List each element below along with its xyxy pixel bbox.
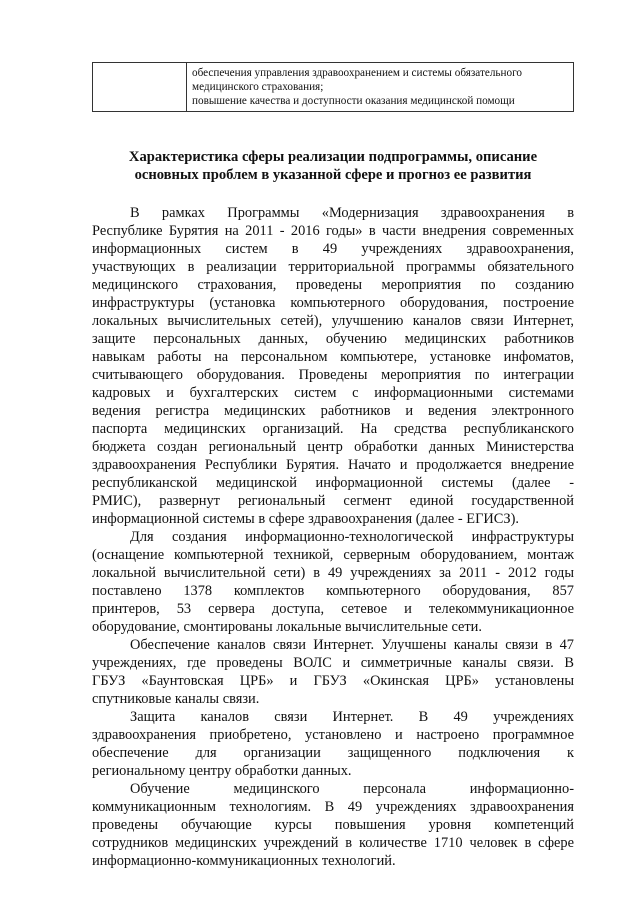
paragraph-line: Защита каналов связи Интернет. В 49 учреждениях <box>130 709 574 725</box>
paragraph <box>92 780 574 870</box>
paragraph-line: здравоохранения приобретено, установлено и настроено программное <box>92 727 574 743</box>
paragraph <box>92 708 574 780</box>
section-heading-line: основных проблем в указанной сфере и прогноз ее развития <box>134 167 532 183</box>
paragraph-line: республиканской медицинской информационной системы (далее - <box>92 475 574 491</box>
paragraph <box>92 528 574 636</box>
paragraph-line: защите персональных данных, обучению медицинских работников <box>92 331 574 347</box>
paragraph-line: поставлено 1378 комплектов компьютерного оборудования, 857 <box>92 583 574 599</box>
paragraph-line: навыкам работы на персональном компьютере, установке инфоматов, <box>92 349 574 365</box>
paragraph-line: коммуникационным технологиям. В 49 учреждениях здравоохранения <box>92 799 574 815</box>
paragraph-line: информационно-коммуникационных технологий. <box>92 853 396 869</box>
paragraph-line: сотрудников медицинских учреждений в количестве 1710 человек в сфере <box>92 835 574 851</box>
paragraph-line: обеспечение для организации защищенного подключения к <box>92 745 574 761</box>
paragraph-line: учреждениях, где проведены ВОЛС и симметричные каналы связи. В <box>92 655 574 671</box>
paragraph-line: РМИС), развернут региональный сегмент единой государственной <box>92 493 574 509</box>
paragraph-line: бюджета создан региональный центр обработки данных Министерства <box>92 439 574 455</box>
section-heading <box>92 148 574 184</box>
section-heading-line: Характеристика сферы реализации подпрограммы, описание <box>128 149 538 165</box>
table-text-line: повышение качества и доступности оказания медицинской помощи <box>192 95 515 107</box>
paragraph-line: ГБУЗ «Баунтовская ЦРБ» и ГБУЗ «Окинская ЦРБ» установлены <box>92 673 574 689</box>
paragraph <box>92 636 574 708</box>
paragraph-line: информационных систем в 49 учреждениях здравоохранения, <box>92 241 574 257</box>
paragraph-line: паспорта медицинских организаций. На средства республиканского <box>92 421 574 437</box>
paragraph-line: кадровых и бухгалтерских систем с информационными системами <box>92 385 574 401</box>
paragraph-line: Республике Бурятия на 2011 - 2016 годы» в части внедрения современных <box>92 223 574 239</box>
paragraph-line: Обеспечение каналов связи Интернет. Улучшены каналы связи в 47 <box>130 637 574 653</box>
paragraph-line: оборудование, смонтированы локальные вычислительные сети. <box>92 619 482 635</box>
paragraph <box>92 204 574 528</box>
paragraph-line: спутниковые каналы связи. <box>92 691 260 707</box>
table-left-cell <box>93 63 187 112</box>
body-text <box>92 204 574 870</box>
paragraph-line: здравоохранения Республики Бурятия. Начато и продолжается внедрение <box>92 457 574 473</box>
continuation-table <box>92 62 574 112</box>
paragraph-line: В рамках Программы «Модернизация здравоохранения в <box>130 205 574 221</box>
table-right-cell <box>187 63 574 112</box>
paragraph-line: (оснащение компьютерной техникой, серверным оборудованием, монтаж <box>92 547 574 563</box>
paragraph-line: инфраструктуры (установка компьютерного оборудования, построение <box>92 295 574 311</box>
paragraph-line: локальной вычислительной сети) в 49 учреждениях за 2011 - 2012 годы <box>92 565 574 581</box>
table-row <box>93 63 574 112</box>
paragraph-line: принтеров, 53 сервера доступа, сетевое и телекоммуникационное <box>92 601 574 617</box>
paragraph-line: участвующих в реализации территориальной программы обязательного <box>92 259 574 275</box>
paragraph-line: Обучение медицинского персонала информационно- <box>130 781 574 797</box>
paragraph-line: проведены обучающие курсы повышения уровня компетенций <box>92 817 574 833</box>
paragraph-line: считывающего оборудования. Проведены мероприятия по интеграции <box>92 367 574 383</box>
paragraph-line: ведения регистра медицинских работников и ведения электронного <box>92 403 574 419</box>
paragraph-line: локальных вычислительных сетей), улучшению каналов связи Интернет, <box>92 313 574 329</box>
paragraph-line: Для создания информационно-технологической инфраструктуры <box>130 529 574 545</box>
paragraph-line: региональному центру обработки данных. <box>92 763 352 779</box>
table-text-line: медицинского страхования; <box>192 81 324 93</box>
table-text-line: обеспечения управления здравоохранением и системы обязательного <box>192 67 522 79</box>
paragraph-line: информационной системы в сфере здравоохранения (далее - ЕГИСЗ). <box>92 511 519 527</box>
paragraph-line: медицинского страхования, проведены мероприятия по созданию <box>92 277 574 293</box>
